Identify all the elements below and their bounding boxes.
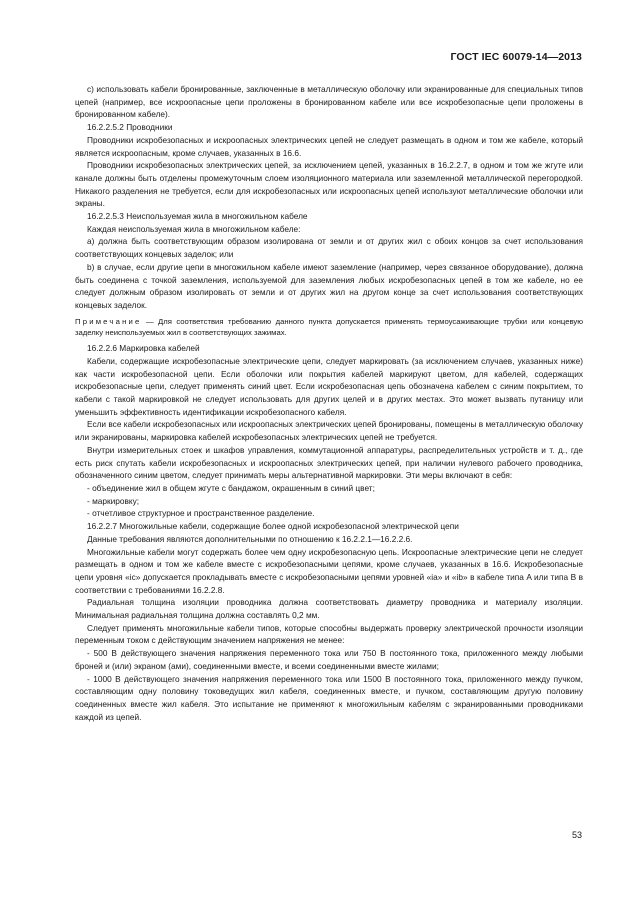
list-item: - объединение жил в общем жгуте с бандажом, окрашенным в синий цвет;	[87, 482, 375, 493]
paragraph: Проводники искробезопасных и искроопасных электрических цепей не следует размещать в одном и том же кабеле, который является искроопасным, кроме случаев, указанных в 16.6.	[75, 134, 583, 158]
section-heading: 16.2.2.6 Маркировка кабелей	[87, 343, 200, 354]
paragraph: Кабели, содержащие искробезопасные электрические цепи, следует маркировать (за исключением случаев, указанных ниже) как части искробезопасной цепи. Если оболочки или покрытия кабелей маркируют цветом, для кабелей, содержащих искробезопасные цепи, следует применять синий цвет. Если искробезопасная цепь обозначена кабелем с синим покрытием, то кабели с такой маркировкой не следует использовать для других целей и в других местах. Это может вызвать путаницу или уменьшить эффективность идентификации искробезопасного кабеля.	[75, 355, 583, 417]
document-body	[75, 83, 583, 723]
list-item: b) в случае, если другие цепи в многожильном кабеле имеют заземление (например, через связанное оборудование), должна быть соединена с точкой заземления, используемой для заземления любых искробезопасных цепей в том же кабеле, но ее следует должным образом изолировать от земли и от других жил на другом конце за счет использования соответствующих концевых заделок.	[75, 261, 583, 310]
paragraph: Проводники искробезопасных электрических цепей, за исключением цепей, указанных в 16.2.2.7, в одном и том же жгуте или канале должны быть отделены промежуточным слоем изоляционного материала или заземленной металлической перегородкой. Никакого разделения не требуется, если для искробезопасных или искроопасных цепей используют металлические оболочки или экраны.	[75, 160, 583, 209]
paragraph: Внутри измерительных стоек и шкафов управления, коммутационной аппаратуры, распределительных устройств и т. д., где есть риск спутать кабели искробезопасных и искроопасных электрических цепей, при наличии нулевого рабочего проводника, обозначенного синим цветом, следует принимать меры альтернативной маркировки. Эти меры включают в себя:	[75, 444, 583, 481]
paragraph: Каждая неиспользуемая жила в многожильном кабеле:	[87, 223, 301, 234]
list-item: - 1000 В действующего значения напряжения переменного тока или 1500 В постоянного тока, приложенного между пучком, составляющим одну половину токоведущих жил кабеля, соединенных вместе, и пучком, составляющим другую половину соединенных вместе жил кабеля. Это испытание не применяют к многожильным кабелям с экранированными проводниками каждой из цепей.	[75, 673, 583, 722]
note-label: Примечание	[75, 316, 142, 326]
note	[75, 316, 583, 339]
section-heading: 16.2.2.7 Многожильные кабели, содержащие более одной искробезопасной электрической цепи	[87, 521, 459, 532]
list-item: - 500 В действующего значения напряжения переменного тока или 750 В постоянного тока, приложенного между любыми броней и (или) экраном (ами), соединенными вместе, и всеми соединенными вместе жилами;	[75, 648, 583, 671]
paragraph: Если все кабели искробезопасных или искроопасных электрических цепей бронированы, помещены в металлическую оболочку или экранированы, маркировка кабелей искробезопасных электрических цепей не требуется.	[75, 419, 583, 443]
paragraph: Данные требования являются дополнительными по отношению к 16.2.2.1—16.2.2.6.	[87, 533, 413, 544]
section-heading: 16.2.2.5.3 Неиспользуемая жила в многожильном кабеле	[87, 211, 308, 222]
note-text: — Для соответствия требованию данного пункта допускается применять термоусаживающие трубки или концевую заделку неиспользуемых жил в соответствующих зажимах.	[75, 316, 584, 337]
list-item: - маркировку;	[87, 495, 140, 506]
paragraph: c) использовать кабели бронированные, заключенные в металлическую оболочку или экранированные для специальных типов цепей (например, все искроопасные цепи проложены в бронированном кабеле или все искробезопасные цепи проложены в бронированном кабеле).	[75, 84, 583, 120]
paragraph: Радиальная толщина изоляции проводника должна соответствовать диаметру проводника и материалу изоляции. Минимальная радиальная толщина должна составлять 0,2 мм.	[75, 597, 583, 621]
section-heading: 16.2.2.5.2 Проводники	[87, 122, 173, 133]
list-item: - отчетливое структурное и пространственное разделение.	[87, 508, 315, 519]
paragraph: Многожильные кабели могут содержать более чем одну искробезопасную цепь. Искроопасные электрические цепи не следует размещать в одном и том же кабеле вместе с искробезопасными цепями, кроме случаев, указанных в 16.6. Искробезопасные цепи уровня «ic» допускается прокладывать вместе с искробезопасными цепями уровней «ia» и «ib» в кабеле типа A или типа B в соответствии с требованиями 16.2.2.8.	[75, 546, 583, 595]
list-item: a) должна быть соответствующим образом изолирована от земли и от других жил с обоих концов за счет использования соответствующих концевых заделок; или	[75, 236, 583, 260]
paragraph: Следует применять многожильные кабели типов, которые способны выдержать проверку электрической прочности изоляции переменным током с действующим значением напряжения не менее:	[75, 622, 583, 646]
standard-designation: ГОСТ IEC 60079-14—2013	[450, 51, 582, 63]
page-number: 53	[571, 830, 582, 840]
